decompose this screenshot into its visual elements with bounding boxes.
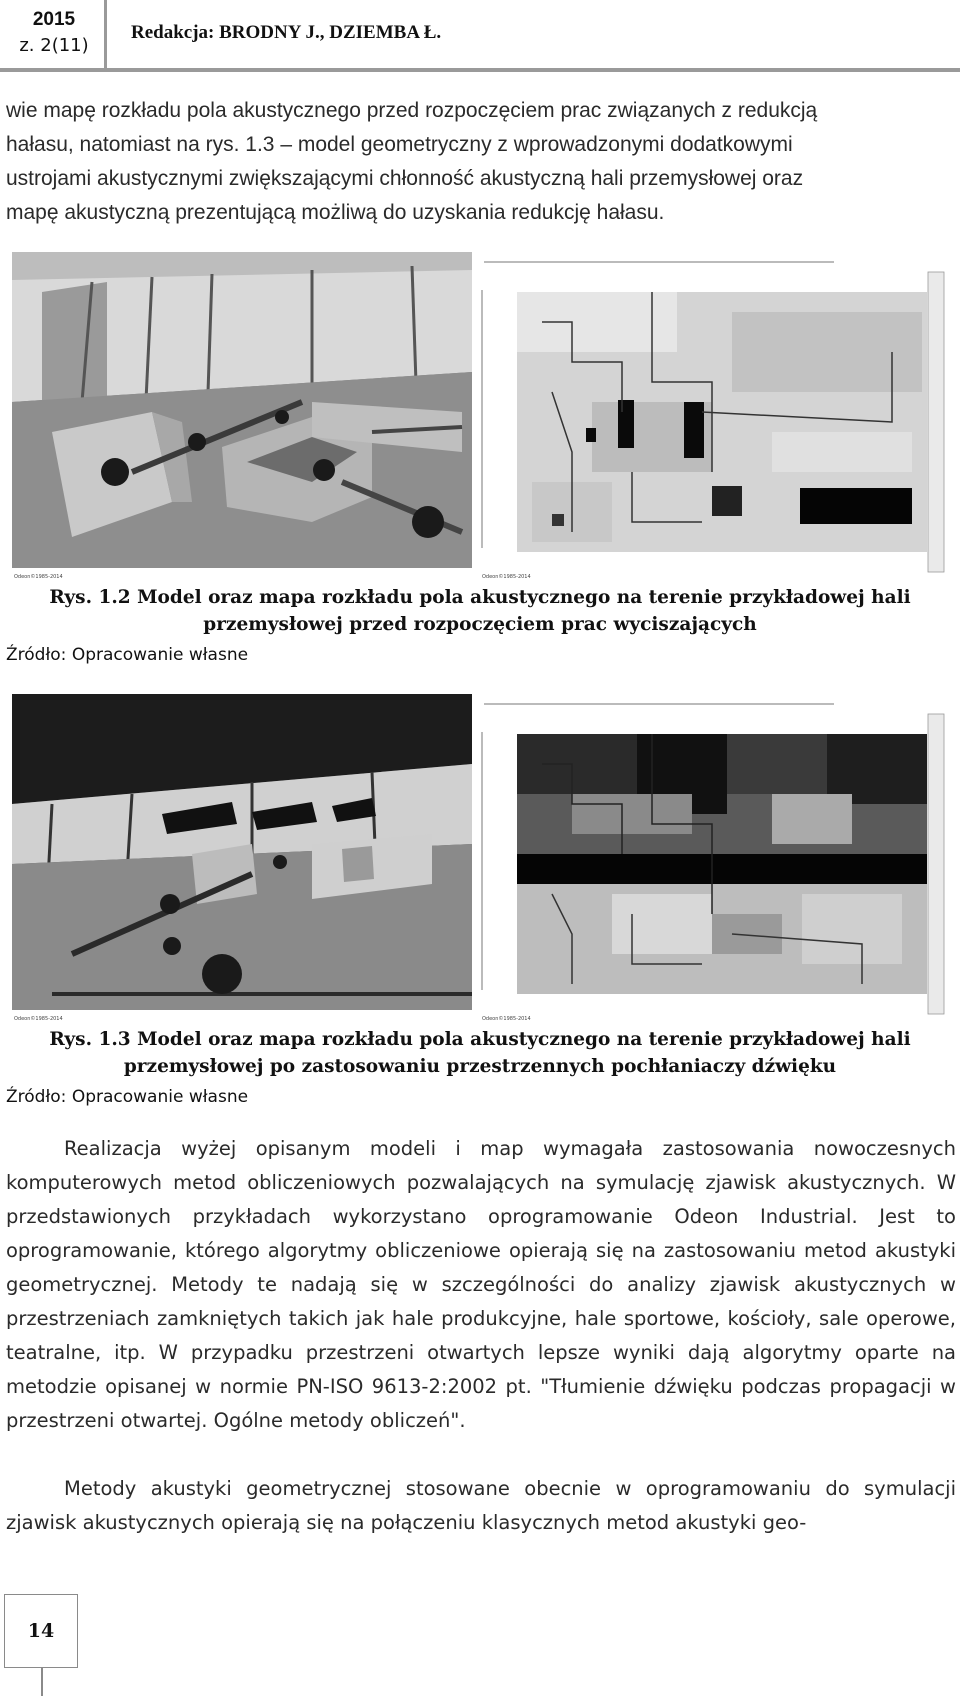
page-number: 14 xyxy=(4,1594,78,1668)
model-3d-before xyxy=(12,252,472,568)
figure-1 xyxy=(12,252,952,582)
header-rule xyxy=(0,68,960,72)
figure-2 xyxy=(12,694,952,1024)
model-watermark: Odeon©1985-2014 xyxy=(14,1016,63,1022)
intro-line: mapę akustyczną prezentującą możliwą do uzyskania redukcję hałasu. xyxy=(6,201,665,224)
page-header xyxy=(0,0,960,72)
figure-1-source: Źródło: Opracowanie własne xyxy=(6,645,249,665)
map-watermark: Odeon©1985-2014 xyxy=(482,574,531,580)
intro-paragraph xyxy=(6,94,956,230)
model-watermark: Odeon©1985-2014 xyxy=(14,574,63,580)
caption-line: Rys. 1.2 Model oraz mapa rozkładu pola akustycznego na terenie przykładowej hali xyxy=(49,587,911,608)
acoustic-map-after xyxy=(480,694,952,1024)
header-divider xyxy=(104,0,107,68)
map-watermark: Odeon©1985-2014 xyxy=(482,1016,531,1022)
paragraph-text: Metody akustyki geometrycznej stosowane obecnie w oprogramowaniu do symulacji zjawisk akustycznych opierają się na połączeniu klasycznych metod akustyki geo- xyxy=(6,1477,956,1534)
header-issue: z. 2(11) xyxy=(19,35,89,56)
paragraph-text: Realizacja wyżej opisanym modeli i map wymagała zastosowania nowoczesnych komputerowych metod obliczeniowych pozwalających na symulację zjawisk akustycznych. W przedstawionych przykładach wykorzystano oprogramowanie Odeon Industrial. Jest to oprogramowanie, którego algorytmy obliczeniowe opierają się na zastosowaniu metod akustyki geometrycznej. Metody te nadają się w szczególności do analizy zjawisk akustycznych w przestrzeniach zamkniętych takich jak hale produkcyjne, hale sportowe, kościoły, sale operowe, teatralne, itp. W przypadku przestrzeni otwartych lepsze wyniki dają algorytmy oparte na metodzie opisanej w normie PN-ISO 9613-2:2002 pt. "Tłumienie dźwięku podczas propagacji w przestrzeni otwartej. Ogólne metody obliczeń". xyxy=(6,1137,956,1432)
intro-line: ustrojami akustycznymi zwiększającymi chłonność akustyczną hali przemysłowej oraz xyxy=(6,167,804,190)
acoustic-map-before xyxy=(480,252,952,582)
caption-line: przemysłowej po zastosowaniu przestrzennych pochłaniaczy dźwięku xyxy=(123,1056,837,1077)
header-year: 2015 xyxy=(32,9,76,30)
caption-line: Rys. 1.3 Model oraz mapa rozkładu pola akustycznego na terenie przykładowej hali xyxy=(49,1029,911,1050)
figure-2-graphic xyxy=(12,694,952,1024)
intro-line: wie mapę rozkładu pola akustycznego przed rozpoczęciem prac związanych z redukcją xyxy=(6,99,818,122)
figure-2-source: Źródło: Opracowanie własne xyxy=(6,1087,249,1107)
body-paragraph-1 xyxy=(6,1132,956,1438)
figure-2-caption xyxy=(0,1026,960,1080)
body-paragraph-2 xyxy=(6,1472,956,1540)
intro-line: hałasu, natomiast na rys. 1.3 – model geometryczny z wprowadzonymi dodatkowymi xyxy=(6,133,793,156)
caption-line: przemysłowej przed rozpoczęciem prac wyciszających xyxy=(203,614,757,635)
figure-1-caption xyxy=(0,584,960,638)
header-editors: Redakcja: BRODNY J., DZIEMBA Ł. xyxy=(131,22,442,43)
model-3d-after xyxy=(12,694,472,1010)
figure-1-graphic xyxy=(12,252,952,582)
page-number-rule xyxy=(41,1668,43,1696)
